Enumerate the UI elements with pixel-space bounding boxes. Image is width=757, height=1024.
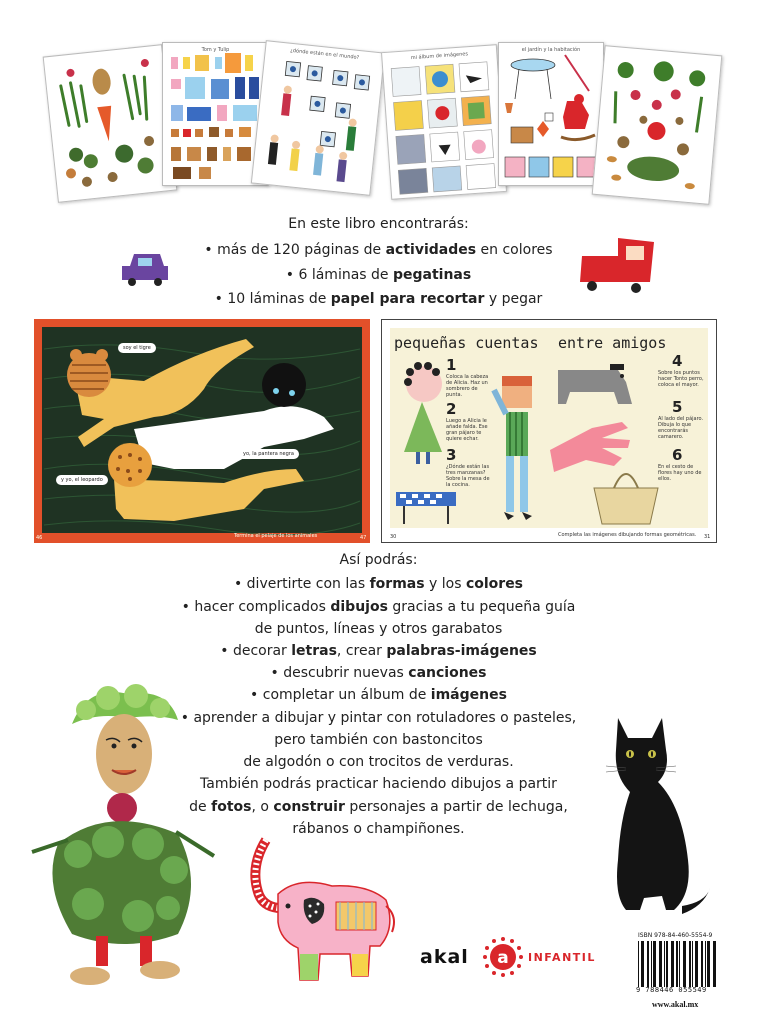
step-text: En el cesto de flores hay uno de ellos. <box>658 464 702 482</box>
barcode-block <box>634 932 720 1014</box>
barcode-bar <box>659 941 662 987</box>
vegetables-illustration <box>593 46 721 204</box>
outro-line: • descubrir nuevas canciones <box>270 665 487 681</box>
barcode-bar <box>664 941 665 987</box>
barcode-bar <box>701 941 703 987</box>
outro-line: pero también con bastoncitos <box>274 732 483 748</box>
outro-line: • decorar letras, crear palabras-imágenes <box>220 643 537 659</box>
infantil-label: INFANTIL <box>528 951 596 964</box>
elephant-illustration <box>248 836 398 996</box>
spread-title-right: entre amigos <box>558 334 667 352</box>
step-text: ¿Dónde están las tres manzanas? Sobre la mesa de la cocina. <box>446 464 490 488</box>
barcode-bar <box>713 941 716 987</box>
barcode-bar <box>641 941 644 987</box>
outro-line: de algodón o con trocitos de verduras. <box>243 754 514 770</box>
spread-caption: Termina el pelaje de los animales <box>234 533 318 539</box>
thumbnail-title: Tom y Tulip <box>201 47 230 53</box>
barcode-digits: 9 788446 055549 <box>636 986 707 994</box>
garden-illustration <box>499 43 603 185</box>
page-number-left: 30 <box>390 534 397 540</box>
barcode-bar <box>671 941 674 987</box>
akal-a-logo-icon <box>482 936 524 978</box>
spread-animals <box>34 319 370 543</box>
outro-line: de fotos, o construir personajes a partir de lechuga, <box>189 799 568 815</box>
isbn-label: ISBN 978-84-460-5554-9 <box>638 932 713 939</box>
barcode-bar <box>695 941 698 987</box>
album-illustration <box>382 45 506 199</box>
publisher-logo <box>420 936 620 976</box>
outro-line: También podrás practicar haciendo dibujos a partir <box>200 776 557 792</box>
outro-heading: Así podrás: <box>339 552 418 568</box>
step-number: 3 <box>446 446 457 464</box>
spread-tales <box>381 319 717 543</box>
step-text: Coloca la cabeza de Alicia. Haz un sombrero de punta. <box>446 374 489 398</box>
akal-wordmark: akal <box>420 946 469 968</box>
step-text: Luego a Alicia le añade falda. Ese gran pájaro te quiere echar. <box>446 418 488 442</box>
speech-bubble-tiger: soy el tigre <box>118 343 156 353</box>
thumbnail-title: ¿dónde están en el mundo? <box>289 47 360 61</box>
purple-car-illustration <box>120 252 170 288</box>
page-number-left: 46 <box>36 535 43 541</box>
vegetable-character-illustration <box>28 684 218 994</box>
barcode-bar <box>651 941 652 987</box>
people-illustration <box>252 41 384 195</box>
thumbnail-title: el jardín y la habitación <box>521 47 581 53</box>
thumbnail-garden <box>498 42 604 186</box>
thumbnail-people <box>251 40 385 196</box>
black-cat-illustration <box>596 710 716 920</box>
intro-bullet-1: • más de 120 páginas de actividades en colores <box>204 242 553 258</box>
website-link[interactable]: www.akal.mx <box>652 1000 699 1009</box>
vegetables-illustration <box>44 45 177 202</box>
barcode-bar <box>689 941 691 987</box>
animals-illustration <box>34 319 370 543</box>
spread-title-left: pequeñas cuentas <box>394 334 539 352</box>
thumbnail-album <box>381 44 507 200</box>
step-number: 1 <box>446 356 457 374</box>
outro-line: • divertirte con las formas y los colores <box>233 576 524 592</box>
barcode-bar <box>653 941 656 987</box>
thumbnail-vegetables <box>43 44 178 203</box>
barcode-bar <box>707 941 710 987</box>
outro-line: • aprender a dibujar y pintar con rotuladores o pasteles, <box>180 710 577 726</box>
barcode-bar <box>647 941 649 987</box>
intro-bullet-2: • 6 láminas de pegatinas <box>285 267 472 283</box>
spread-caption: Completa las imágenes dibujando formas geométricas. <box>558 532 697 538</box>
intro-bullet-3: • 10 láminas de papel para recortar y pegar <box>214 291 543 307</box>
thumbnail-title: mi álbum de imágenes <box>410 51 469 62</box>
red-truck-illustration <box>578 232 660 298</box>
outro-line: • completar un álbum de imágenes <box>250 687 507 703</box>
barcode-bar <box>676 941 678 987</box>
speech-bubble-leopard: y yo, el leopardo <box>56 475 108 485</box>
page-number-right: 47 <box>360 535 367 541</box>
page-number-right: 31 <box>704 534 711 540</box>
barcode <box>638 941 718 987</box>
outro-line: rábanos o champiñones. <box>292 821 465 837</box>
barcode-bar <box>638 941 639 987</box>
barcode-bar <box>679 941 680 987</box>
step-text: Sobre los puntos hacer Tonto perro, coloca el mayor. <box>658 370 704 388</box>
step-text: Al lado del pájaro. Dibuja lo que encontrarás camarero. <box>658 416 704 440</box>
svg-text:a: a <box>497 948 509 968</box>
barcode-bar <box>705 941 706 987</box>
step-number: 2 <box>446 400 457 418</box>
thumbnail-vegetables-2 <box>592 45 723 205</box>
barcode-bar <box>692 941 693 987</box>
speech-bubble-panther: yo, la pantera negra <box>238 449 299 459</box>
intro-heading: En este libro encontrarás: <box>288 216 469 232</box>
step-number: 6 <box>672 446 683 464</box>
barcode-bar <box>683 941 686 987</box>
step-number: 4 <box>672 352 683 370</box>
step-number: 5 <box>672 398 683 416</box>
barcode-bar <box>666 941 668 987</box>
outro-line: • hacer complicados dibujos gracias a tu pequeña guía <box>181 599 576 615</box>
outro-line: de puntos, líneas y otros garabatos <box>254 621 503 637</box>
